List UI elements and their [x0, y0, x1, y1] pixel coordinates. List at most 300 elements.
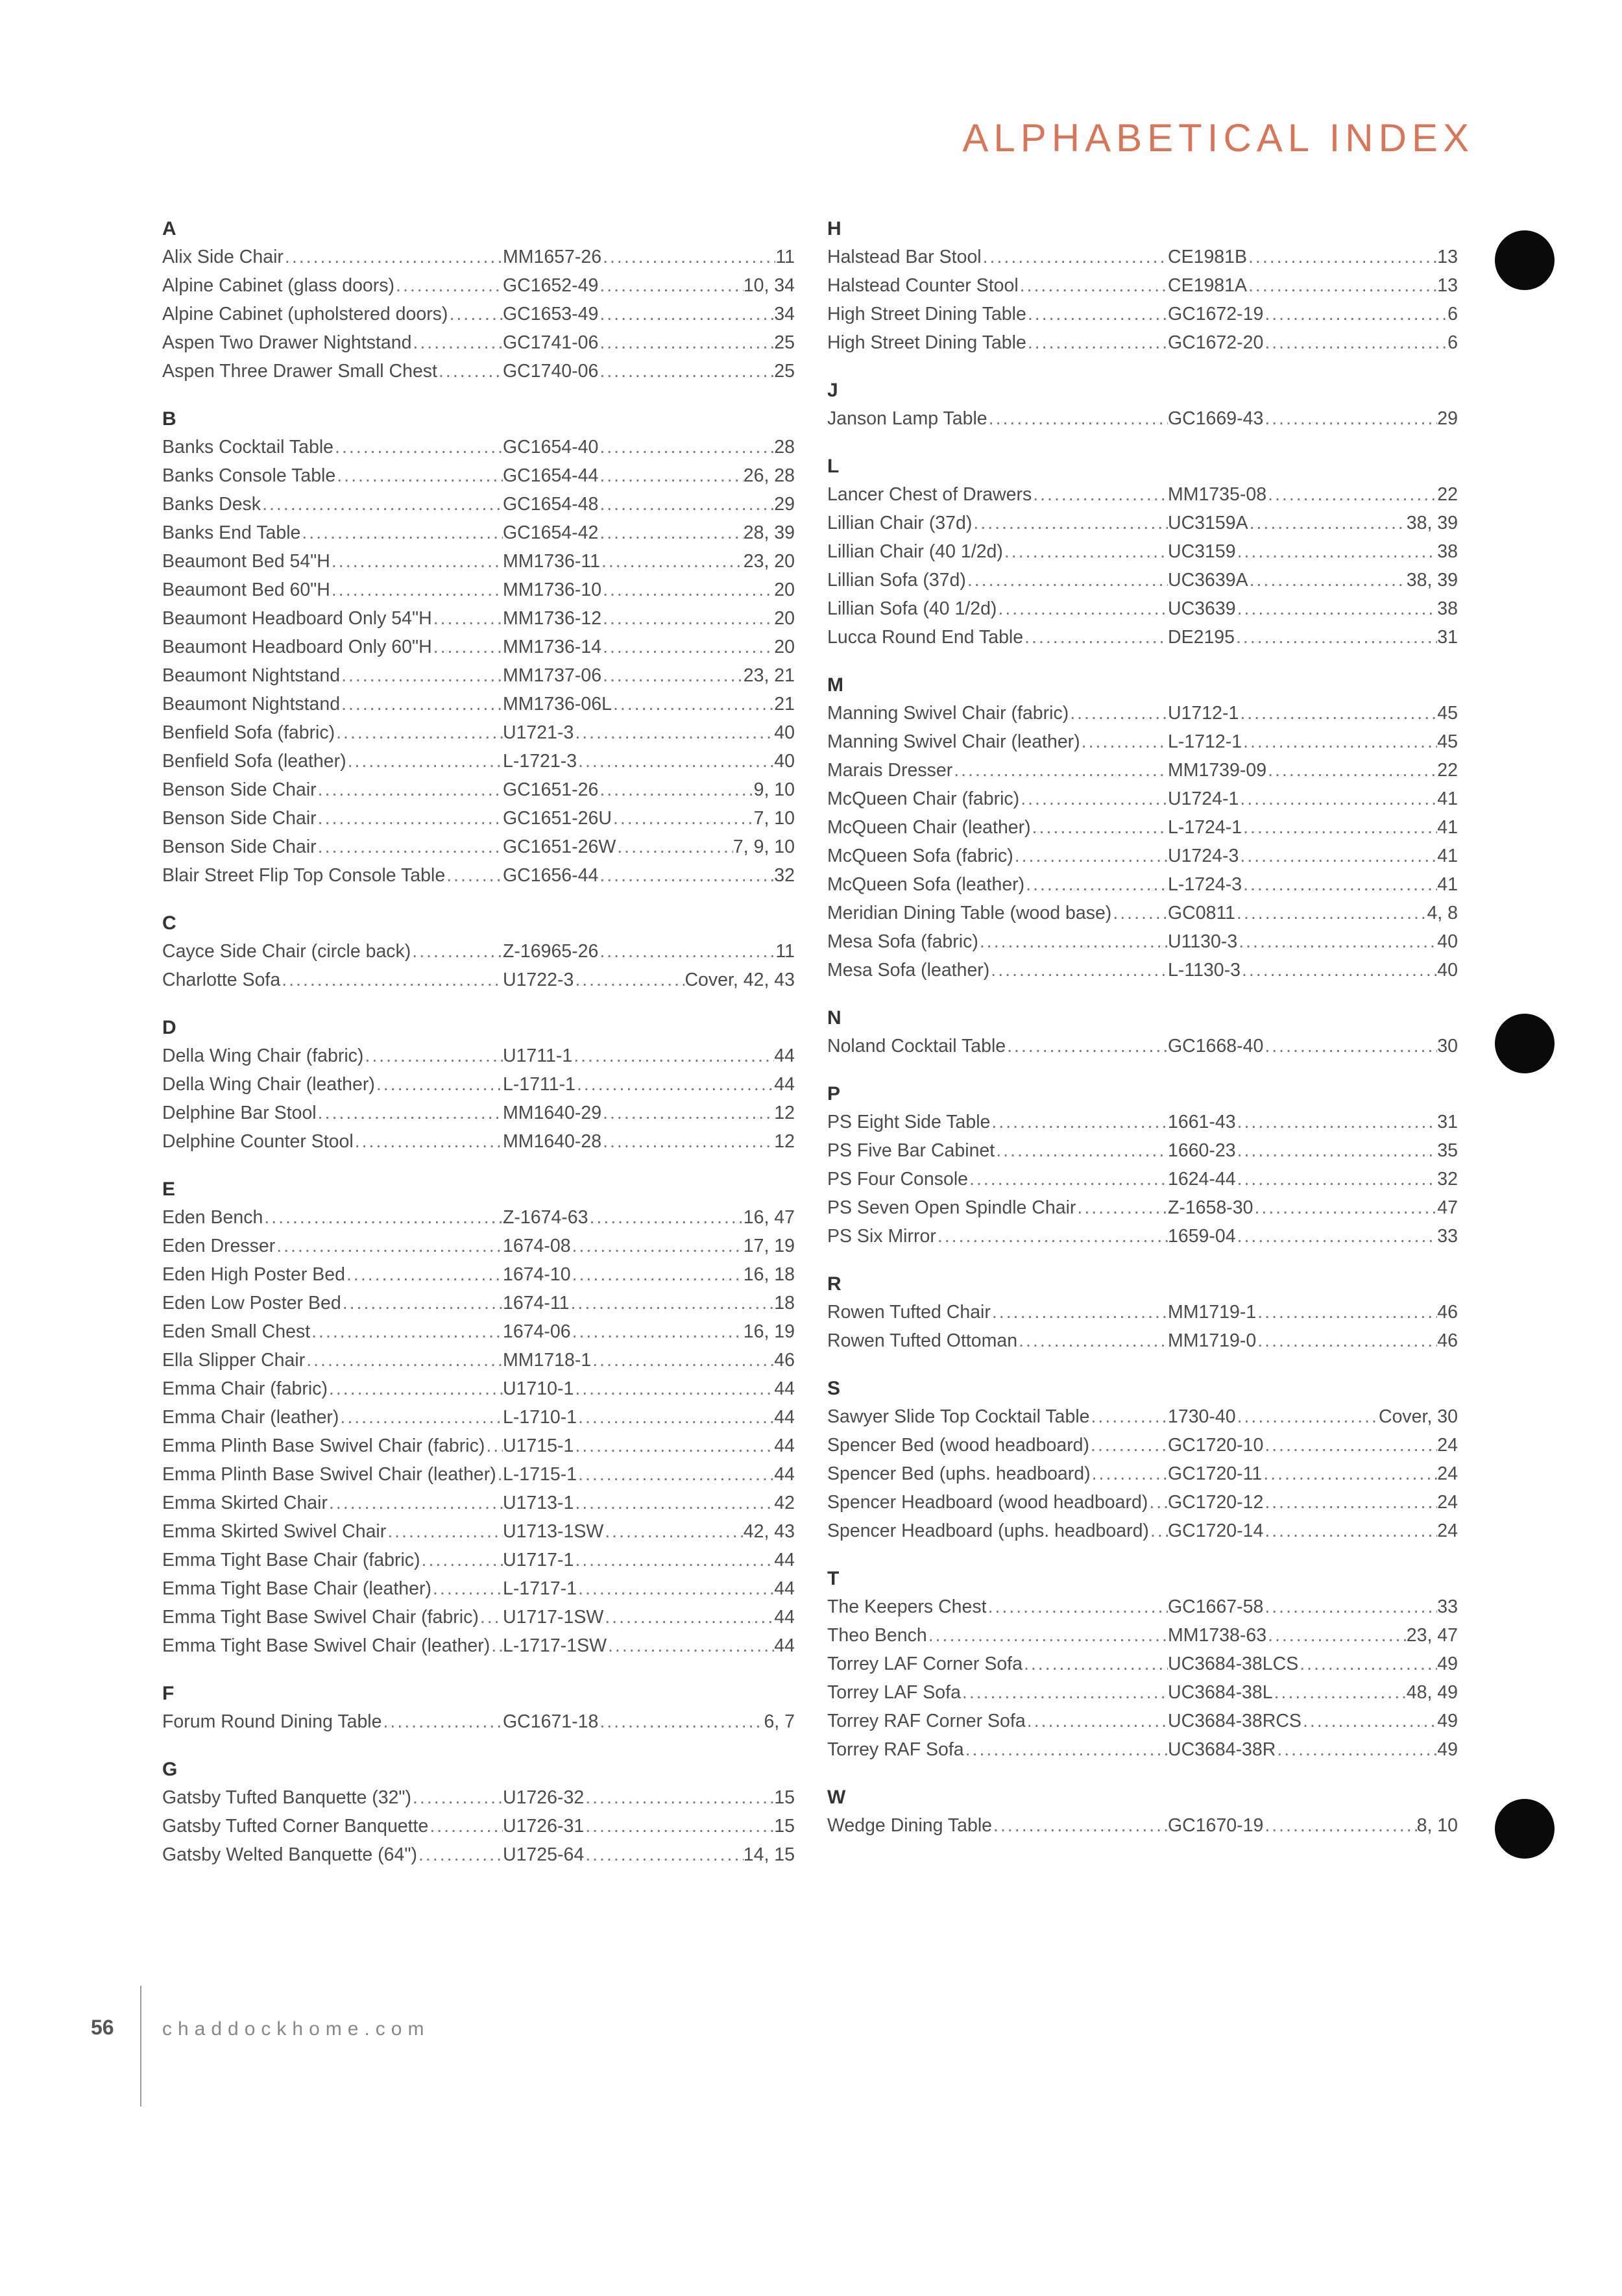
dot-leader	[997, 594, 1168, 623]
entry-code-cell	[503, 747, 774, 776]
dot-leader	[1019, 271, 1168, 300]
product-code: MM1719-0	[1168, 1330, 1257, 1351]
product-code: 1674-08	[503, 1236, 571, 1256]
dot-leader	[333, 433, 503, 461]
entry-name-cell	[827, 1222, 1168, 1251]
dot-leader	[598, 357, 774, 385]
product-name: Lancer Chest of Drawers	[827, 484, 1032, 505]
section-letter: M	[827, 674, 843, 696]
entry-name-cell	[162, 1289, 503, 1317]
dot-leader	[1236, 1165, 1438, 1193]
entry-name-cell	[162, 490, 503, 519]
page-references: 15	[774, 1787, 795, 1808]
dot-leader	[966, 566, 1168, 594]
dot-leader	[990, 1108, 1168, 1136]
product-code: MM1736-06L	[503, 694, 612, 714]
product-code: U1130-3	[1168, 931, 1238, 952]
page-references: 38	[1437, 598, 1458, 619]
section-letter: L	[827, 456, 840, 477]
product-code: U1721-3	[503, 722, 574, 743]
entry-code-cell	[503, 1374, 774, 1403]
dot-leader	[1148, 1488, 1168, 1517]
dot-leader	[496, 1460, 503, 1489]
product-name: Wedge Dining Table	[827, 1815, 993, 1836]
page-references: 8, 10	[1416, 1815, 1458, 1836]
product-code: GC1672-19	[1168, 304, 1264, 324]
entry-code-cell	[503, 490, 774, 519]
entry-name-cell	[162, 1707, 503, 1736]
page-references: 46	[1437, 1302, 1458, 1323]
product-code: 1674-06	[503, 1321, 571, 1342]
product-code: GC1669-43	[1168, 408, 1264, 429]
dot-leader	[1235, 899, 1427, 927]
section-letter: F	[162, 1683, 175, 1704]
entry-code-cell	[503, 718, 774, 747]
index-column-right	[827, 215, 1458, 1860]
index-entry	[827, 1621, 1458, 1650]
page-references: 13	[1437, 247, 1458, 267]
product-name: Noland Cocktail Table	[827, 1036, 1006, 1056]
entry-code-cell	[503, 661, 744, 690]
entry-code-cell	[503, 1603, 774, 1631]
index-entry	[162, 1460, 795, 1489]
entry-name-cell	[827, 1032, 1168, 1060]
entry-code-cell	[503, 461, 744, 490]
product-code: GC1670-19	[1168, 1815, 1264, 1836]
page-references: 20	[774, 608, 795, 629]
index-entry	[162, 243, 795, 271]
index-entry	[162, 1489, 795, 1517]
dot-leader	[428, 1812, 503, 1840]
dot-leader	[375, 1070, 503, 1099]
product-code: MM1739-09	[1168, 760, 1267, 781]
entry-code-cell	[503, 1812, 774, 1840]
section-letter: G	[162, 1759, 178, 1780]
page-number: 56	[91, 2016, 114, 2039]
product-name: Emma Chair (fabric)	[162, 1378, 328, 1399]
product-name: Sawyer Slide Top Cocktail Table	[827, 1406, 1090, 1427]
product-code: L-1717-1	[503, 1578, 577, 1599]
entry-name-cell	[827, 1165, 1168, 1193]
index-entry	[827, 566, 1458, 594]
index-entry	[827, 785, 1458, 813]
entry-code-cell	[1168, 1431, 1437, 1459]
entry-code-cell	[1168, 956, 1437, 984]
dot-leader	[284, 243, 503, 271]
dot-leader	[961, 1678, 1168, 1707]
index-entry	[162, 1127, 795, 1156]
dot-leader	[341, 1289, 503, 1317]
dot-leader	[598, 937, 775, 966]
entry-code-cell	[1168, 1298, 1437, 1326]
product-code: GC1654-44	[503, 465, 599, 486]
index-entry	[162, 1546, 795, 1574]
product-code: 1624-44	[1168, 1169, 1236, 1190]
product-code: U1725-64	[503, 1844, 585, 1865]
product-name: Spencer Bed (wood headboard)	[827, 1435, 1090, 1456]
index-entry	[162, 1432, 795, 1460]
section-letter: W	[827, 1787, 846, 1808]
entry-code-cell	[503, 271, 744, 300]
entry-code-cell	[503, 300, 774, 328]
dot-leader	[1266, 1621, 1407, 1650]
index-entry	[162, 833, 795, 861]
dot-leader	[1242, 727, 1437, 756]
entry-code-cell	[1168, 1811, 1417, 1840]
page-references: 44	[774, 1607, 795, 1628]
product-code: GC1653-49	[503, 304, 599, 324]
dot-leader	[1247, 243, 1437, 271]
page-references: 35	[1437, 1140, 1458, 1161]
entry-name-cell	[162, 1460, 503, 1489]
dot-leader	[1013, 842, 1168, 870]
dot-leader	[1239, 699, 1437, 727]
product-name: McQueen Sofa (fabric)	[827, 846, 1013, 866]
entry-code-cell	[503, 1546, 774, 1574]
dot-leader	[1236, 1402, 1379, 1431]
product-name: Alix Side Chair	[162, 247, 284, 267]
entry-name-cell	[827, 1621, 1168, 1650]
product-name: Torrey LAF Corner Sofa	[827, 1654, 1023, 1674]
index-entry	[827, 1593, 1458, 1621]
index-entry	[162, 1840, 795, 1869]
entry-name-cell	[162, 519, 503, 547]
index-entry	[827, 1650, 1458, 1678]
product-code: UC3684-38RCS	[1168, 1711, 1301, 1731]
dot-leader	[1006, 1032, 1168, 1060]
dot-leader	[1262, 1459, 1437, 1488]
entry-name-cell	[827, 813, 1168, 842]
product-name: Theo Bench	[827, 1625, 927, 1646]
index-entry	[162, 1042, 795, 1070]
entry-code-cell	[1168, 243, 1437, 271]
dot-leader	[1236, 1108, 1438, 1136]
entry-code-cell	[503, 1070, 774, 1099]
page-references: 23, 20	[743, 551, 795, 572]
dot-leader	[1241, 956, 1437, 984]
dot-leader	[1080, 727, 1168, 756]
dot-leader	[330, 576, 503, 604]
index-entry	[162, 937, 795, 966]
index-section-g	[162, 1756, 795, 1869]
dot-leader	[432, 604, 503, 633]
entry-code-cell	[503, 1099, 774, 1127]
index-entry	[162, 357, 795, 385]
entry-name-cell	[162, 690, 503, 718]
website-link[interactable]: chaddockhome.com	[162, 2018, 430, 2040]
entry-name-cell	[162, 1812, 503, 1840]
index-section-j	[827, 377, 1458, 433]
dot-leader	[575, 1070, 774, 1099]
dot-leader	[574, 1374, 774, 1403]
page-references: 41	[1437, 788, 1458, 809]
product-code: 1730-40	[1168, 1406, 1236, 1427]
index-entry	[827, 1222, 1458, 1251]
dot-leader	[1248, 566, 1407, 594]
index-entry	[162, 861, 795, 890]
dot-leader	[1263, 1593, 1437, 1621]
product-code: GC1654-42	[503, 522, 599, 543]
entry-name-cell	[827, 899, 1168, 927]
entry-name-cell	[827, 1735, 1168, 1764]
section-tab-dot	[1495, 1799, 1555, 1859]
dot-leader	[598, 461, 743, 490]
index-entry	[162, 1099, 795, 1127]
index-section-t	[827, 1565, 1458, 1764]
entry-name-cell	[162, 547, 503, 576]
entry-name-cell	[162, 1840, 503, 1869]
page-references: 6, 7	[764, 1711, 795, 1732]
dot-leader	[1263, 300, 1447, 328]
dot-leader	[1239, 785, 1437, 813]
entry-name-cell	[827, 785, 1168, 813]
index-entry	[162, 966, 795, 994]
page-references: 28	[774, 437, 795, 458]
product-name: Beaumont Bed 54"H	[162, 551, 330, 572]
product-code: 1659-04	[1168, 1226, 1236, 1247]
product-code: GC1720-10	[1168, 1435, 1264, 1456]
dot-leader	[339, 1403, 503, 1432]
index-entry	[162, 1707, 795, 1736]
dot-leader	[317, 804, 503, 833]
entry-code-cell	[503, 357, 774, 385]
page-references: 7, 9, 10	[732, 837, 795, 857]
product-name: Eden Bench	[162, 1207, 263, 1228]
product-name: Forum Round Dining Table	[162, 1711, 382, 1732]
entry-name-cell	[827, 271, 1168, 300]
entry-name-cell	[827, 1298, 1168, 1326]
entry-code-cell	[503, 966, 684, 994]
page-references: 31	[1437, 1112, 1458, 1132]
product-name: Emma Tight Base Swivel Chair (fabric)	[162, 1607, 479, 1628]
product-code: U1717-1SW	[503, 1607, 604, 1628]
product-name: Manning Swivel Chair (leather)	[827, 731, 1080, 752]
entry-name-cell	[827, 566, 1168, 594]
index-entry	[827, 842, 1458, 870]
entry-name-cell	[162, 633, 503, 661]
dot-leader	[1247, 271, 1437, 300]
entry-code-cell	[1168, 727, 1437, 756]
page-references: 48, 49	[1406, 1682, 1458, 1703]
page-references: 23, 21	[743, 665, 795, 686]
page-references: 44	[774, 1045, 795, 1066]
index-entry	[827, 271, 1458, 300]
dot-leader	[612, 804, 754, 833]
entry-name-cell	[827, 1517, 1168, 1545]
page-references: 47	[1437, 1197, 1458, 1218]
footer-divider	[140, 1986, 141, 2107]
index-entry	[827, 1735, 1458, 1764]
dot-leader	[1026, 1707, 1168, 1735]
product-code: L-1724-3	[1168, 874, 1242, 895]
entry-name-cell	[162, 661, 503, 690]
index-entry	[827, 328, 1458, 357]
page-references: 42, 43	[743, 1521, 795, 1542]
product-code: DE2195	[1168, 627, 1235, 648]
dot-leader	[1023, 1650, 1168, 1678]
entry-code-cell	[503, 433, 774, 461]
dot-leader	[577, 747, 774, 776]
page-references: 9, 10	[753, 779, 795, 800]
page-references: 18	[774, 1293, 795, 1313]
product-code: GC1654-40	[503, 437, 599, 458]
index-entry	[827, 1707, 1458, 1735]
product-code: L-1717-1SW	[503, 1635, 607, 1656]
dot-leader	[437, 357, 503, 385]
dot-leader	[340, 661, 503, 690]
entry-name-cell	[827, 1707, 1168, 1735]
product-name: Lucca Round End Table	[827, 627, 1024, 648]
page-references: 17, 19	[743, 1236, 795, 1256]
product-code: UC3684-38L	[1168, 1682, 1273, 1703]
dot-leader	[574, 1489, 774, 1517]
product-name: Spencer Headboard (wood headboard)	[827, 1492, 1148, 1513]
page-references: 24	[1437, 1492, 1458, 1513]
entry-code-cell	[503, 833, 733, 861]
dot-leader	[328, 1489, 503, 1517]
dot-leader	[1298, 1650, 1437, 1678]
product-name: Spencer Headboard (uphs. headboard)	[827, 1520, 1149, 1541]
entry-name-cell	[162, 243, 503, 271]
page-references: Cover, 42, 43	[684, 970, 795, 990]
page-references: 12	[774, 1103, 795, 1123]
index-entry	[162, 1603, 795, 1631]
entry-name-cell	[162, 461, 503, 490]
entry-name-cell	[827, 537, 1168, 566]
product-code: Z-1658-30	[1168, 1197, 1253, 1218]
entry-code-cell	[1168, 623, 1437, 652]
dot-leader	[1273, 1678, 1407, 1707]
entry-name-cell	[162, 1574, 503, 1603]
index-section-l	[827, 453, 1458, 652]
index-section-r	[827, 1271, 1458, 1355]
product-name: Marais Dresser	[827, 760, 953, 781]
product-code: MM1718-1	[503, 1350, 592, 1371]
dot-leader	[574, 966, 684, 994]
dot-leader	[1301, 1707, 1437, 1735]
entry-code-cell	[503, 1432, 774, 1460]
index-entry	[827, 1032, 1458, 1060]
entry-code-cell	[1168, 1165, 1437, 1193]
entry-name-cell	[162, 1517, 503, 1546]
product-code: GC1652-49	[503, 275, 599, 296]
entry-name-cell	[827, 1193, 1168, 1222]
dot-leader	[261, 490, 503, 519]
product-name: Janson Lamp Table	[827, 408, 987, 429]
entry-name-cell	[827, 699, 1168, 727]
entry-name-cell	[162, 1546, 503, 1574]
dot-leader	[1263, 1431, 1437, 1459]
product-code: UC3639A	[1168, 570, 1248, 591]
dot-leader	[1242, 813, 1437, 842]
entry-name-cell	[827, 756, 1168, 785]
entry-code-cell	[503, 861, 774, 890]
entry-code-cell	[1168, 1326, 1437, 1355]
dot-leader	[335, 461, 503, 490]
entry-code-cell	[1168, 271, 1437, 300]
page-references: 44	[774, 1550, 795, 1570]
dot-leader	[598, 271, 743, 300]
product-name: Gatsby Welted Banquette (64")	[162, 1844, 417, 1865]
page-references: 28, 39	[743, 522, 795, 543]
page-references: 41	[1437, 874, 1458, 895]
page-references: 13	[1437, 275, 1458, 296]
product-name: Torrey RAF Corner Sofa	[827, 1711, 1026, 1731]
entry-code-cell	[1168, 1193, 1437, 1222]
entry-name-cell	[162, 1260, 503, 1289]
dot-leader	[432, 633, 503, 661]
entry-code-cell	[503, 690, 774, 718]
index-column-left	[162, 215, 795, 1889]
index-section-c	[162, 910, 795, 994]
entry-name-cell	[162, 966, 503, 994]
product-name: Spencer Bed (uphs. headboard)	[827, 1463, 1091, 1484]
index-section-a	[162, 215, 795, 385]
dot-leader	[1149, 1517, 1168, 1545]
entry-name-cell	[827, 1459, 1168, 1488]
page-references: 24	[1437, 1435, 1458, 1456]
product-name: PS Five Bar Cabinet	[827, 1140, 995, 1161]
dot-leader	[1111, 899, 1168, 927]
entry-name-cell	[162, 718, 503, 747]
page-references: 11	[775, 247, 795, 267]
page-references: 7, 10	[753, 808, 795, 829]
dot-leader	[1263, 404, 1437, 433]
dot-leader	[989, 956, 1168, 984]
index-entry	[827, 1488, 1458, 1517]
entry-code-cell	[503, 1707, 764, 1736]
index-entry	[827, 480, 1458, 509]
index-entry	[827, 813, 1458, 842]
index-entry	[827, 1193, 1458, 1222]
product-name: PS Four Console	[827, 1169, 969, 1190]
index-entry	[162, 461, 795, 490]
page-references: 29	[774, 494, 795, 515]
product-name: Halstead Counter Stool	[827, 275, 1019, 296]
product-code: L-1711-1	[503, 1074, 575, 1095]
entry-code-cell	[1168, 1593, 1437, 1621]
entry-code-cell	[1168, 699, 1437, 727]
index-entry	[162, 1631, 795, 1660]
page-references: 22	[1437, 760, 1458, 781]
section-tab-dot	[1495, 1014, 1555, 1073]
product-name: Eden Dresser	[162, 1236, 276, 1256]
page-references: 10, 34	[743, 275, 795, 296]
entry-name-cell	[827, 842, 1168, 870]
dot-leader	[417, 1840, 503, 1869]
product-name: Halstead Bar Stool	[827, 247, 982, 267]
product-code: U1717-1	[503, 1550, 574, 1570]
product-name: Delphine Counter Stool	[162, 1131, 354, 1152]
entry-code-cell	[503, 1289, 774, 1317]
page-references: 6	[1447, 304, 1458, 324]
index-entry	[827, 300, 1458, 328]
entry-code-cell	[1168, 1735, 1437, 1764]
product-name: The Keepers Chest	[827, 1596, 987, 1617]
entry-name-cell	[827, 956, 1168, 984]
product-name: Beaumont Bed 60"H	[162, 580, 330, 600]
index-entry	[162, 1203, 795, 1232]
entry-code-cell	[1168, 1488, 1437, 1517]
entry-code-cell	[1168, 480, 1437, 509]
dot-leader	[1235, 623, 1437, 652]
page-references: 44	[774, 1074, 795, 1095]
product-name: Benson Side Chair	[162, 779, 317, 800]
index-section-f	[162, 1680, 795, 1736]
index-entry	[827, 1298, 1458, 1326]
page-references: 24	[1437, 1463, 1458, 1484]
page-references: 41	[1437, 846, 1458, 866]
